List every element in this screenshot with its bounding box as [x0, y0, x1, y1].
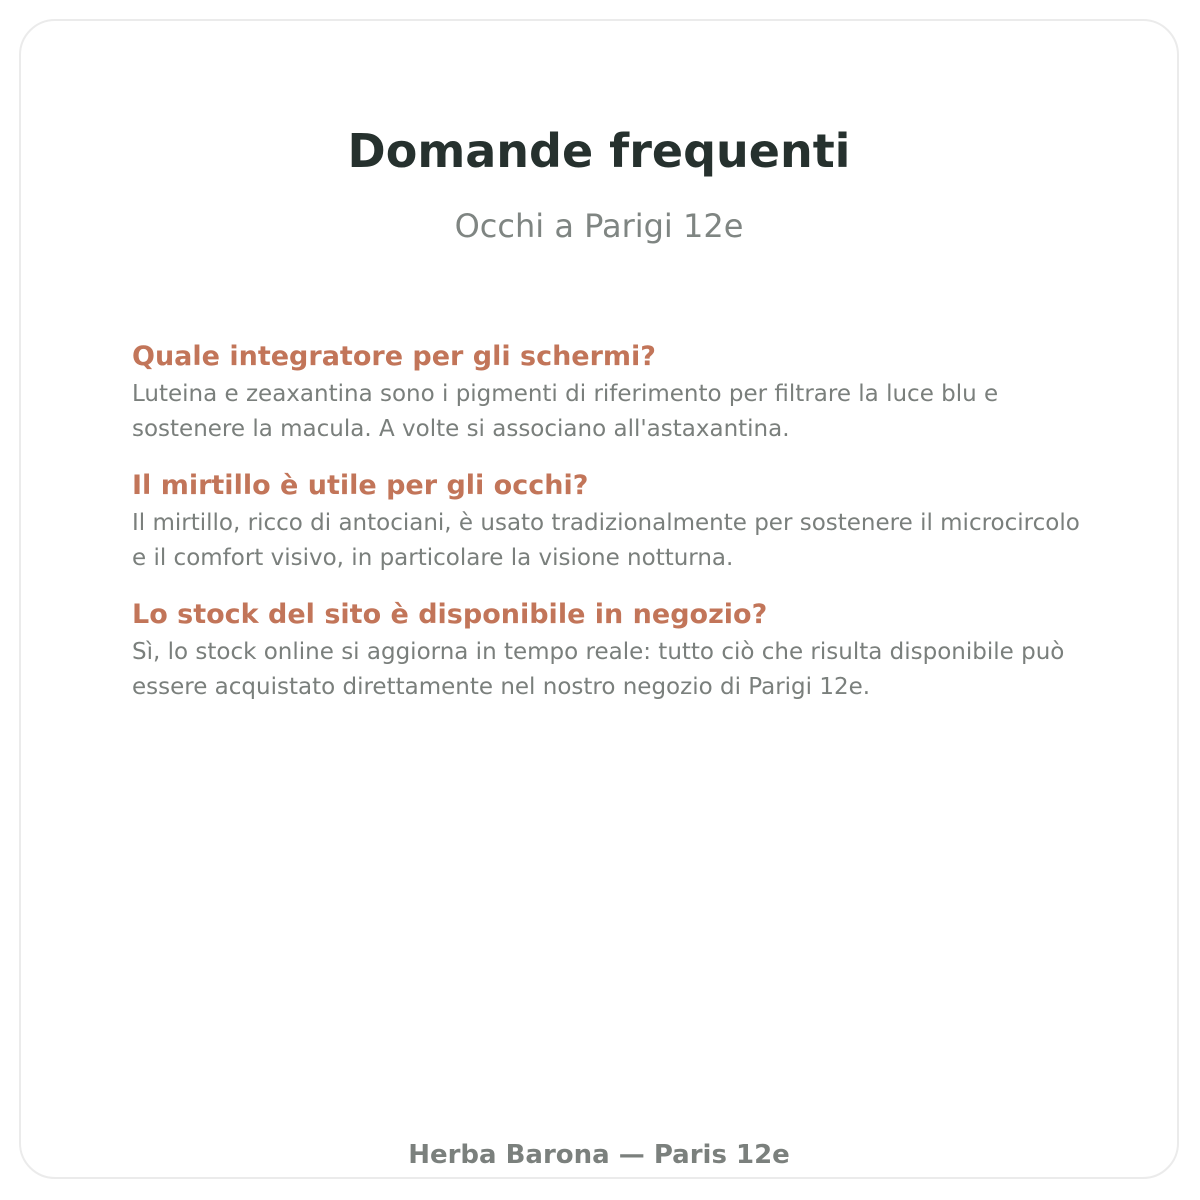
footer-brand: Herba Barona — Paris 12e [408, 1140, 790, 1170]
faq-item [132, 339, 1092, 447]
faq-item [132, 597, 1092, 705]
faq-card [19, 19, 1179, 1179]
faq-answer: Il mirtillo, ricco di antociani, è usato tradizionalmente per sostenere il microcircolo e il comfort visivo, in particolare la visione notturna. [132, 510, 1080, 571]
faq-question: Lo stock del sito è disponibile in negozio? [132, 599, 768, 630]
faq-item [132, 468, 1092, 576]
faq-question: Quale integratore per gli schermi? [132, 341, 656, 372]
page-title: Domande frequenti [347, 124, 851, 178]
faq-answer: Sì, lo stock online si aggiorna in tempo reale: tutto ciò che risulta disponibile può essere acquistato direttamente nel nostro negozio di Parigi 12e. [132, 639, 1065, 700]
faq-question: Il mirtillo è utile per gli occhi? [132, 470, 589, 501]
faq-list [132, 339, 1092, 726]
page-subtitle: Occhi a Parigi 12e [454, 207, 744, 245]
faq-answer: Luteina e zeaxantina sono i pigmenti di riferimento per filtrare la luce blu e sostenere la macula. A volte si associano all'astaxantina. [132, 381, 999, 442]
